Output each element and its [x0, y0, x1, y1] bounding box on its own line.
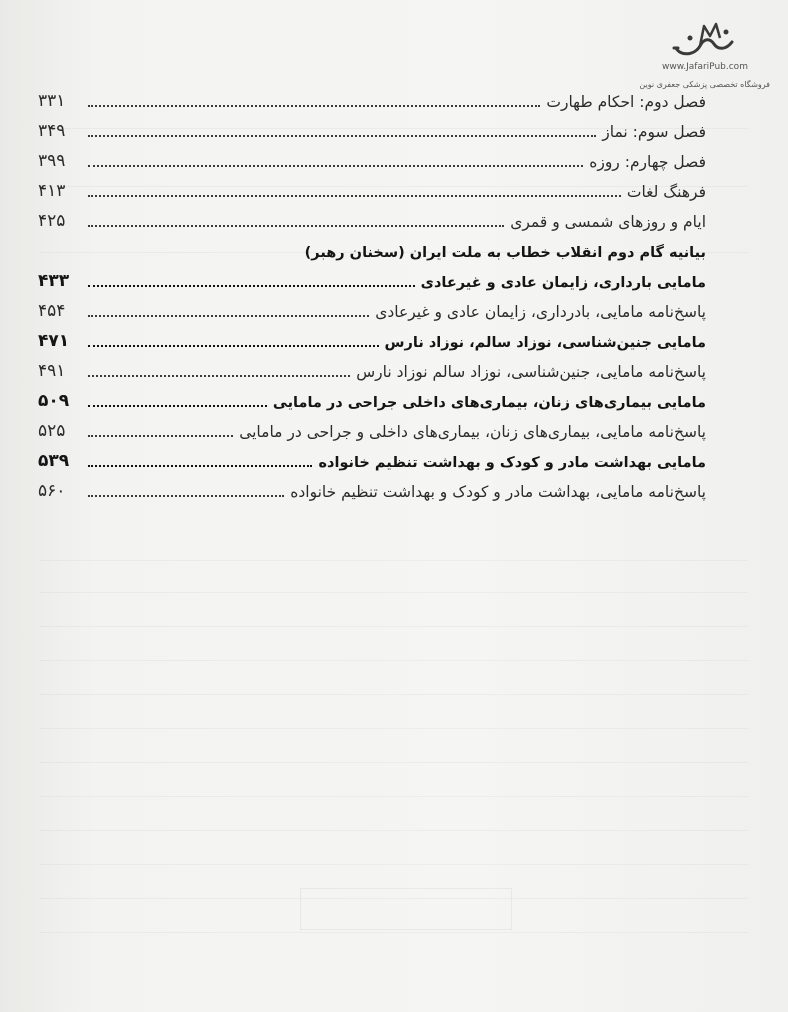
toc-title: فصل دوم: احکام طهارت — [546, 92, 706, 111]
leader-dots — [88, 345, 379, 347]
publisher-subtitle: فروشگاه تخصصی پزشکی جعفری نوین — [639, 80, 770, 89]
leader-dots — [88, 105, 540, 107]
toc-entry — [38, 204, 706, 234]
toc-title: مامایی جنین‌شناسی، نوزاد سالم، نوزاد نارس — [384, 334, 706, 351]
toc-entry — [38, 414, 706, 444]
toc-page-number: ۴۲۵ — [38, 211, 66, 231]
publisher-url: www.JafariPub.com — [662, 62, 748, 72]
toc-title: پاسخ‌نامه مامایی، بیماری‌های زنان، بیماری‌های داخلی و جراحی در مامایی — [239, 422, 706, 441]
toc-entry — [38, 384, 706, 414]
leader-dots — [88, 315, 369, 317]
toc-page-number: ۳۴۹ — [38, 121, 66, 141]
toc-entry — [38, 114, 706, 144]
toc-title: ایام و روزهای شمسی و قمری — [510, 212, 706, 231]
leader-dots — [88, 285, 415, 287]
leader-dots — [88, 135, 596, 137]
toc-page-number: ۴۳۳ — [38, 271, 70, 291]
toc-entry — [38, 174, 706, 204]
leader-dots — [88, 225, 504, 227]
toc-entry — [38, 84, 706, 114]
toc-entry — [38, 144, 706, 174]
toc-title: فرهنگ لغات — [626, 182, 706, 201]
jafari-logo-icon — [670, 18, 740, 62]
leader-dots — [88, 165, 583, 167]
toc-section-heading — [38, 234, 706, 264]
leader-dots — [88, 195, 621, 197]
toc-title: فصل سوم: نماز — [602, 122, 706, 141]
leader-dots — [88, 465, 312, 467]
toc-page-number: ۵۶۰ — [38, 481, 66, 501]
toc-page-number: ۴۱۳ — [38, 181, 66, 201]
leader-dots — [88, 375, 350, 377]
toc-title: مامایی بهداشت مادر و کودک و بهداشت تنظیم خانواده — [318, 454, 706, 471]
toc-title: مامایی بارداری، زایمان عادی و غیرعادی — [420, 274, 706, 291]
bleed-through-box — [300, 888, 512, 930]
toc-entry — [38, 294, 706, 324]
toc-page-number: ۴۵۴ — [38, 301, 66, 321]
toc-heading-title: بیانیه گام دوم انقلاب خطاب به ملت ایران (سخنان رهبر) — [304, 244, 706, 261]
toc-entry — [38, 354, 706, 384]
toc-entry — [38, 324, 706, 354]
toc-title: پاسخ‌نامه مامایی، بادرداری، زایمان عادی و غیرعادی — [375, 302, 706, 321]
toc-page-number: ۵۰۹ — [38, 391, 70, 411]
toc-entry — [38, 264, 706, 294]
leader-dots — [88, 495, 284, 497]
publisher-logo[interactable] — [650, 18, 760, 72]
toc-entry — [38, 444, 706, 474]
toc-page-number: ۳۳۱ — [38, 91, 66, 111]
leader-dots — [88, 405, 267, 407]
leader-dots — [88, 435, 233, 437]
toc-entry — [38, 474, 706, 504]
toc-page-number: ۳۹۹ — [38, 151, 66, 171]
toc-title: مامایی بیماری‌های زنان، بیماری‌های داخلی جراحی در مامایی — [272, 394, 706, 411]
table-of-contents — [38, 84, 706, 504]
toc-title: پاسخ‌نامه مامایی، جنین‌شناسی، نوزاد سالم نوزاد نارس — [356, 362, 706, 381]
toc-page-number: ۴۷۱ — [38, 331, 70, 351]
toc-page-number: ۵۲۵ — [38, 421, 66, 441]
toc-page-number: ۴۹۱ — [38, 361, 66, 381]
toc-page-number: ۵۳۹ — [38, 451, 70, 471]
toc-title: پاسخ‌نامه مامایی، بهداشت مادر و کودک و بهداشت تنظیم خانواده — [290, 482, 706, 501]
toc-title: فصل چهارم: روزه — [589, 152, 706, 171]
